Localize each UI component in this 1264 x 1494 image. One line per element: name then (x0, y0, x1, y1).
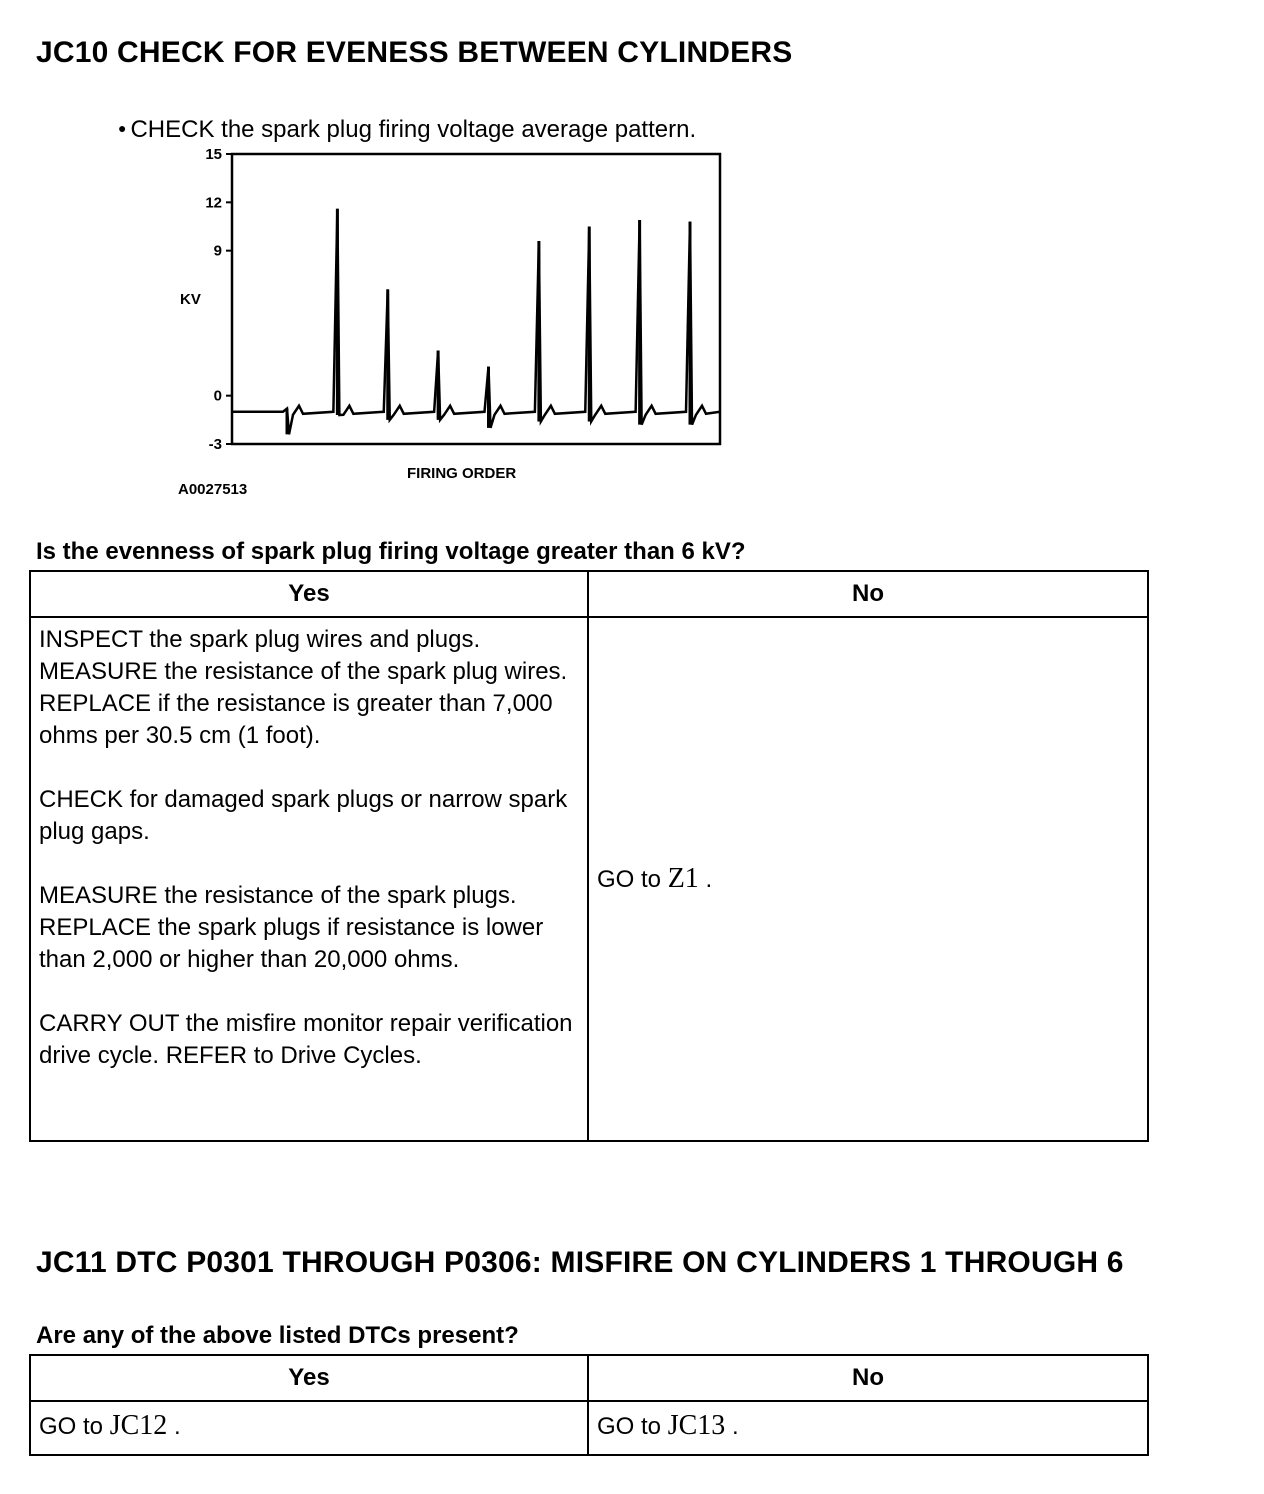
yes-cell (30, 1401, 588, 1455)
jc13-link[interactable]: JC13 (667, 1410, 726, 1441)
x-axis-label: FIRING ORDER (407, 465, 517, 482)
firing-voltage-chart (170, 140, 750, 500)
y-tick-label: 12 (205, 194, 222, 212)
section-2-question: Are any of the above listed DTCs present? (36, 1322, 519, 1349)
table-row (30, 1401, 1148, 1455)
y-tick-label: 0 (213, 387, 222, 405)
section-1-table (29, 570, 1149, 1142)
bullet-dot-icon: ● (118, 120, 127, 136)
chart-frame (232, 154, 720, 444)
no-header: No (588, 571, 1148, 617)
no-cell (588, 617, 1148, 1141)
yes-header: Yes (30, 571, 588, 617)
table-row (30, 617, 1148, 1141)
jc12-link[interactable]: JC12 (109, 1410, 168, 1441)
yes-cell (30, 617, 588, 1141)
yes-header: Yes (30, 1355, 588, 1401)
section-2-title: JC11 DTC P0301 THROUGH P0306: MISFIRE ON CYLINDERS 1 THROUGH 6 (36, 1246, 1124, 1279)
section-1-title: JC10 CHECK FOR EVENESS BETWEEN CYLINDERS (36, 36, 793, 69)
no-goto-text: GO to (597, 1413, 662, 1440)
yes-paragraph: INSPECT the spark plug wires and plugs. MEASURE the resistance of the spark plug wires. REPLACE if the resistance is greater than 7,000 ohms per 30.5 cm (1 foot). (39, 626, 568, 749)
y-tick-label: 15 (205, 146, 222, 163)
no-goto-suffix: . (731, 1413, 739, 1440)
z1-link[interactable]: Z1 (667, 862, 699, 894)
yes-paragraph: CHECK for damaged spark plugs or narrow spark plug gaps. (39, 786, 568, 845)
table-header-row (30, 571, 1148, 617)
y-axis (205, 146, 232, 453)
yes-goto-text: GO to (39, 1413, 104, 1440)
figure-id: A0027513 (178, 481, 248, 498)
y-tick-label: -3 (208, 436, 222, 453)
yes-goto-suffix: . (173, 1413, 181, 1440)
voltage-trace (232, 209, 720, 435)
y-axis-label: KV (180, 291, 201, 308)
yes-paragraph: CARRY OUT the misfire monitor repair verification drive cycle. REFER to Drive Cycles. (39, 1010, 573, 1069)
no-goto-suffix: . (705, 865, 713, 893)
section-2-table (29, 1354, 1149, 1456)
no-header: No (588, 1355, 1148, 1401)
yes-paragraph: MEASURE the resistance of the spark plugs. REPLACE the spark plugs if resistance is lower than 2,000 or higher than 20,000 ohms. (39, 882, 544, 973)
no-cell (588, 1401, 1148, 1455)
y-tick-label: 9 (213, 242, 222, 260)
spike-group (287, 209, 690, 435)
instruction-text: CHECK the spark plug firing voltage average pattern. (130, 116, 697, 143)
no-goto-text: GO to (597, 865, 662, 893)
section-1-question: Is the evenness of spark plug firing voltage greater than 6 kV? (36, 538, 746, 565)
table-header-row (30, 1355, 1148, 1401)
